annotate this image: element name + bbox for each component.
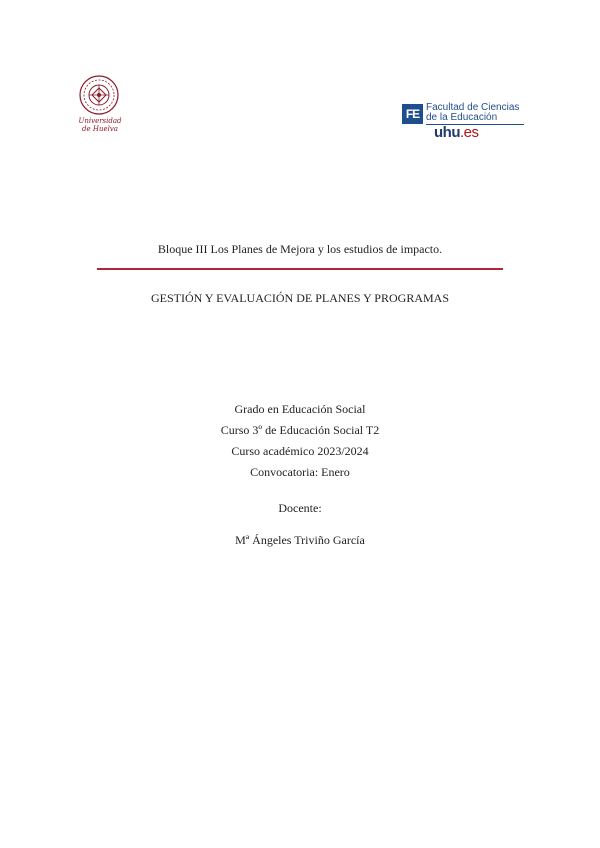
faculty-name: [426, 103, 530, 123]
block-title: Bloque III Los Planes de Mejora y los estudios de impacto.: [157, 242, 443, 256]
faculty-name-line2: de la Educación: [426, 112, 498, 123]
docente-label: Docente:: [278, 501, 322, 515]
call-line: Convocatoria: Enero: [250, 465, 350, 479]
course-line: Curso 3º de Educación Social T2: [220, 423, 380, 437]
university-logo-text: Universidad de Huelva: [78, 117, 122, 133]
academic-year-line: Curso académico 2023/2024: [231, 444, 369, 458]
uhu-wordmark: [434, 124, 479, 141]
degree-line: Grado en Educación Social: [234, 402, 366, 416]
course-info: [0, 399, 600, 483]
uhu-suffix: .es: [460, 124, 479, 141]
docente-name: Mª Ángeles Triviño García: [235, 533, 365, 547]
faculty-logo: [402, 103, 528, 143]
faculty-name-line1: Facultad de Ciencias: [426, 102, 520, 113]
fe-logo-mark: FE: [402, 104, 423, 124]
subject-title: GESTIÓN Y EVALUACIÓN DE PLANES Y PROGRAMAS: [150, 291, 449, 305]
title-divider: [97, 268, 503, 270]
uhu-main: uhu: [434, 124, 460, 141]
